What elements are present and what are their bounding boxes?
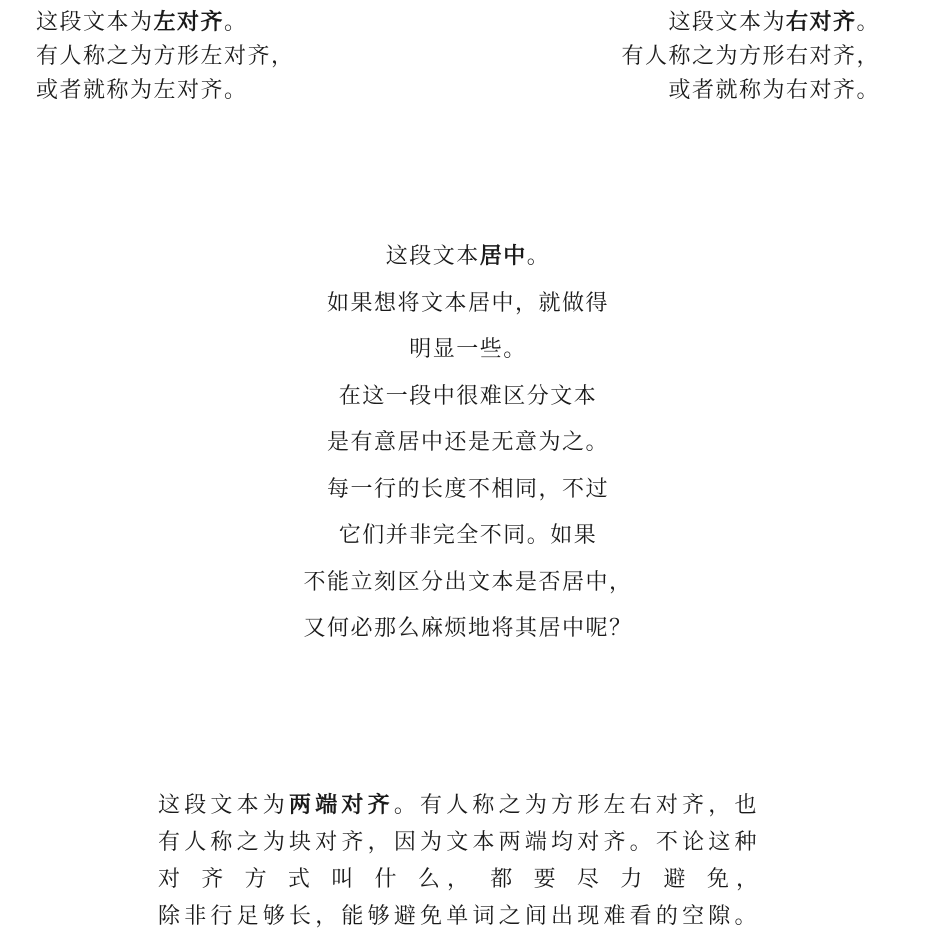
justify-line-1-suffix: 。有人称之为方形左右对齐，也 <box>393 793 758 818</box>
center-line: 它们并非完全不同。如果 <box>338 523 598 548</box>
center-line: 不能立刻区分出文本是否居中， <box>303 569 633 595</box>
center-line: 如果想将文本居中，就做得 <box>326 290 609 316</box>
justify-line-2: 有人称之为块对齐，因为文本两端均对齐。不论这种 <box>158 830 758 855</box>
right-aligned-paragraph <box>460 6 880 108</box>
justified-paragraph <box>158 787 758 935</box>
left-line-1-prefix: 这段文本为 <box>36 10 154 35</box>
justify-line-4: 除非行足够长，能够避免单词之间出现难看的空隙。 <box>158 904 758 929</box>
left-aligned-paragraph <box>36 6 416 108</box>
right-line-2: 有人称之为方形右对齐， <box>621 44 880 69</box>
center-line-1-prefix: 这段文本 <box>385 244 480 269</box>
right-line-1 <box>460 6 880 40</box>
justify-line-3: 对 齐 方 式 叫 什 么， 都 要 尽 力 避 免， <box>158 867 758 892</box>
right-line-1-bold: 右对齐 <box>785 10 857 35</box>
center-line: 又何必那么麻烦地将其居中呢？ <box>303 616 633 641</box>
left-line-1 <box>36 6 416 40</box>
right-line-1-suffix: 。 <box>856 10 880 35</box>
center-line: 每一行的长度不相同，不过 <box>326 476 609 502</box>
centered-paragraph <box>150 234 786 653</box>
justify-line-1-bold: 两端对齐 <box>289 793 394 818</box>
right-line-3: 或者就称为右对齐。 <box>668 78 880 103</box>
left-line-2: 有人称之为方形左对齐， <box>36 44 295 69</box>
center-line-1-bold: 居中 <box>479 244 527 269</box>
justify-line-1 <box>158 787 758 824</box>
center-line: 明显一些。 <box>409 337 527 362</box>
center-line: 是有意居中还是无意为之。 <box>326 430 609 455</box>
left-line-1-suffix: 。 <box>224 10 248 35</box>
center-line-1 <box>150 234 786 281</box>
right-line-1-prefix: 这段文本为 <box>668 10 786 35</box>
left-line-1-bold: 左对齐 <box>153 10 225 35</box>
center-line-1-suffix: 。 <box>526 244 551 269</box>
justify-line-1-prefix: 这段文本为 <box>158 793 290 818</box>
left-line-3: 或者就称为左对齐。 <box>36 78 248 103</box>
center-line: 在这一段中很难区分文本 <box>338 383 598 409</box>
